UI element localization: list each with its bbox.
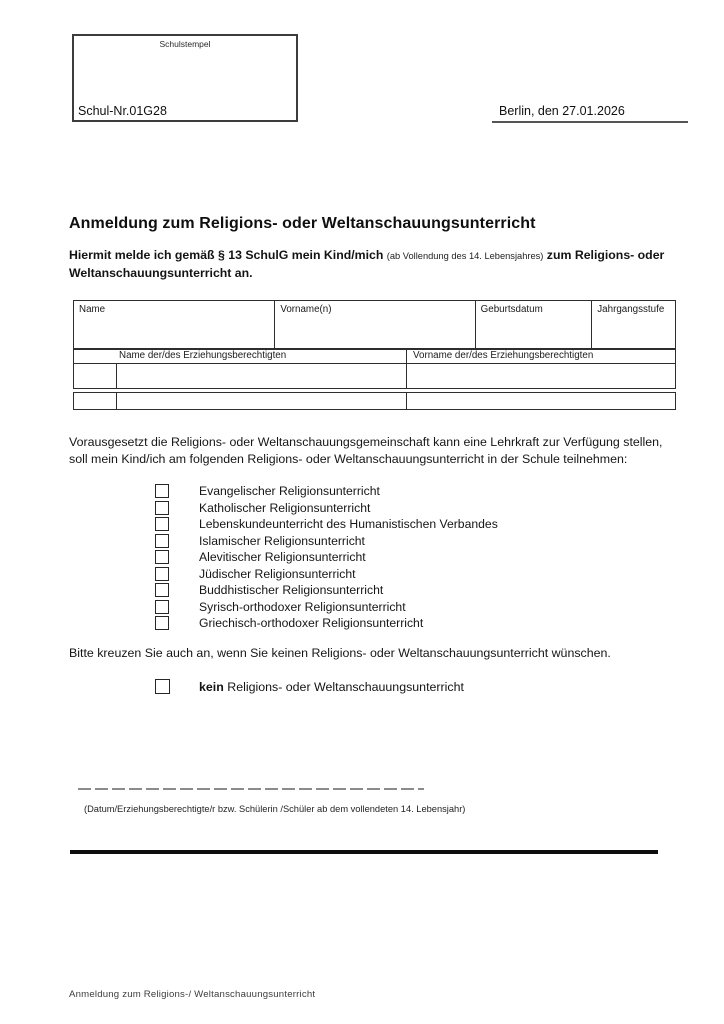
signature-caption: (Datum/Erziehungsberechtigte/r bzw. Schülerin /Schüler ab dem vollendeten 14. Lebensjahr) — [84, 804, 466, 814]
checkbox-islamisch[interactable] — [155, 534, 169, 548]
intro-age-note: (ab Vollendung des 14. Lebensjahres) — [386, 251, 544, 261]
checkbox-evangelisch[interactable] — [155, 484, 169, 498]
checkbox-juedisch[interactable] — [155, 567, 169, 581]
guardian-1-number-cell[interactable] — [74, 364, 117, 388]
option-row-kein — [155, 678, 464, 695]
option-label: Evangelischer Religionsunterricht — [199, 484, 380, 499]
guardian-1-name-field[interactable] — [117, 364, 407, 388]
religion-options-list — [155, 483, 498, 632]
intro-line2: Weltanschauungsunterricht an. — [69, 265, 253, 280]
option-row-griechisch-orthodox — [155, 615, 498, 632]
option-label: Jüdischer Religionsunterricht — [199, 566, 356, 581]
firstname-field[interactable]: Vorname(n) — [275, 301, 475, 349]
option-row-syrisch-orthodox — [155, 599, 498, 616]
option-label: Buddhistischer Religionsunterricht — [199, 583, 384, 598]
option-label: Griechisch-orthodoxer Religionsunterricht — [199, 616, 424, 631]
checkbox-syrisch-orthodox[interactable] — [155, 600, 169, 614]
checkbox-alevitisch[interactable] — [155, 550, 169, 564]
checkbox-lebenskunde[interactable] — [155, 517, 169, 531]
none-option-hint: Bitte kreuzen Sie auch an, wenn Sie keinen Religions- oder Weltanschauungsunterricht wünschen. — [69, 646, 611, 660]
page-title: Anmeldung zum Religions- oder Weltanschauungsunterricht — [69, 215, 536, 232]
school-stamp-box[interactable] — [72, 34, 298, 122]
checkbox-griechisch-orthodox[interactable] — [155, 616, 169, 630]
date-text: Berlin, den 27.01.2026 — [499, 104, 625, 118]
guardian-row-1 — [74, 364, 675, 388]
guardian-2-firstname-field[interactable] — [407, 393, 675, 409]
option-label: Lebenskundeunterricht des Humanistischen Verbandes — [199, 517, 498, 532]
option-label: Alevitischer Religionsunterricht — [199, 550, 366, 565]
option-label: Islamischer Religionsunterricht — [199, 533, 365, 548]
guardian-firstname-header: Vorname der/des Erziehungsberechtigten — [413, 350, 594, 361]
selection-intro-line2: soll mein Kind/ich am folgenden Religions- oder Weltanschauungsunterricht in der Schule teilnehmen: — [69, 451, 628, 466]
guardian-table — [73, 348, 676, 389]
option-label: Katholischer Religionsunterricht — [199, 500, 371, 515]
none-option-label — [199, 680, 464, 694]
guardian-2-number-cell[interactable] — [74, 393, 117, 409]
option-row-buddhistisch — [155, 582, 498, 599]
option-label: Syrisch-orthodoxer Religionsunterricht — [199, 599, 406, 614]
intro-paragraph — [69, 247, 699, 281]
checkbox-buddhistisch[interactable] — [155, 583, 169, 597]
name-field[interactable]: Name — [74, 301, 275, 349]
option-row-lebenskunde — [155, 516, 498, 533]
signature-line[interactable] — [78, 788, 424, 790]
divider-line — [70, 850, 658, 854]
selection-intro — [69, 434, 709, 468]
checkbox-katholisch[interactable] — [155, 501, 169, 515]
intro-part2: zum Religions- oder — [543, 248, 665, 262]
option-row-juedisch — [155, 566, 498, 583]
checkbox-kein[interactable] — [155, 679, 170, 694]
guardian-row-2 — [73, 392, 676, 410]
option-row-alevitisch — [155, 549, 498, 566]
intro-part1: Hiermit melde ich gemäß § 13 SchulG mein Kind/mich — [69, 248, 387, 262]
option-row-islamisch — [155, 533, 498, 550]
option-row-katholisch — [155, 500, 498, 517]
grade-field[interactable]: Jahrgangsstufe — [597, 304, 665, 315]
footer-title: Anmeldung zum Religions-/ Weltanschauungsunterricht — [69, 989, 316, 1000]
guardian-1-firstname-field[interactable] — [407, 364, 675, 388]
guardian-name-header: Name der/des Erziehungsberechtigten — [74, 349, 407, 363]
none-option-rest: Religions- oder Weltanschauungsunterricht — [223, 679, 464, 694]
student-table — [73, 300, 676, 350]
guardian-table-header-row — [74, 349, 675, 364]
school-number: Schul-Nr.01G28 — [78, 104, 167, 118]
guardian-2-name-field[interactable] — [117, 393, 407, 409]
none-option-bold: kein — [199, 679, 224, 694]
stamp-label: Schulstempel — [159, 39, 211, 49]
option-row-evangelisch — [155, 483, 498, 500]
date-line — [492, 103, 688, 123]
selection-intro-line1: Vorausgesetzt die Religions- oder Weltanschauungsgemeinschaft kann eine Lehrkraft zur Verfügung stellen, — [69, 435, 663, 449]
birthdate-field[interactable]: Geburtsdatum — [476, 301, 593, 349]
